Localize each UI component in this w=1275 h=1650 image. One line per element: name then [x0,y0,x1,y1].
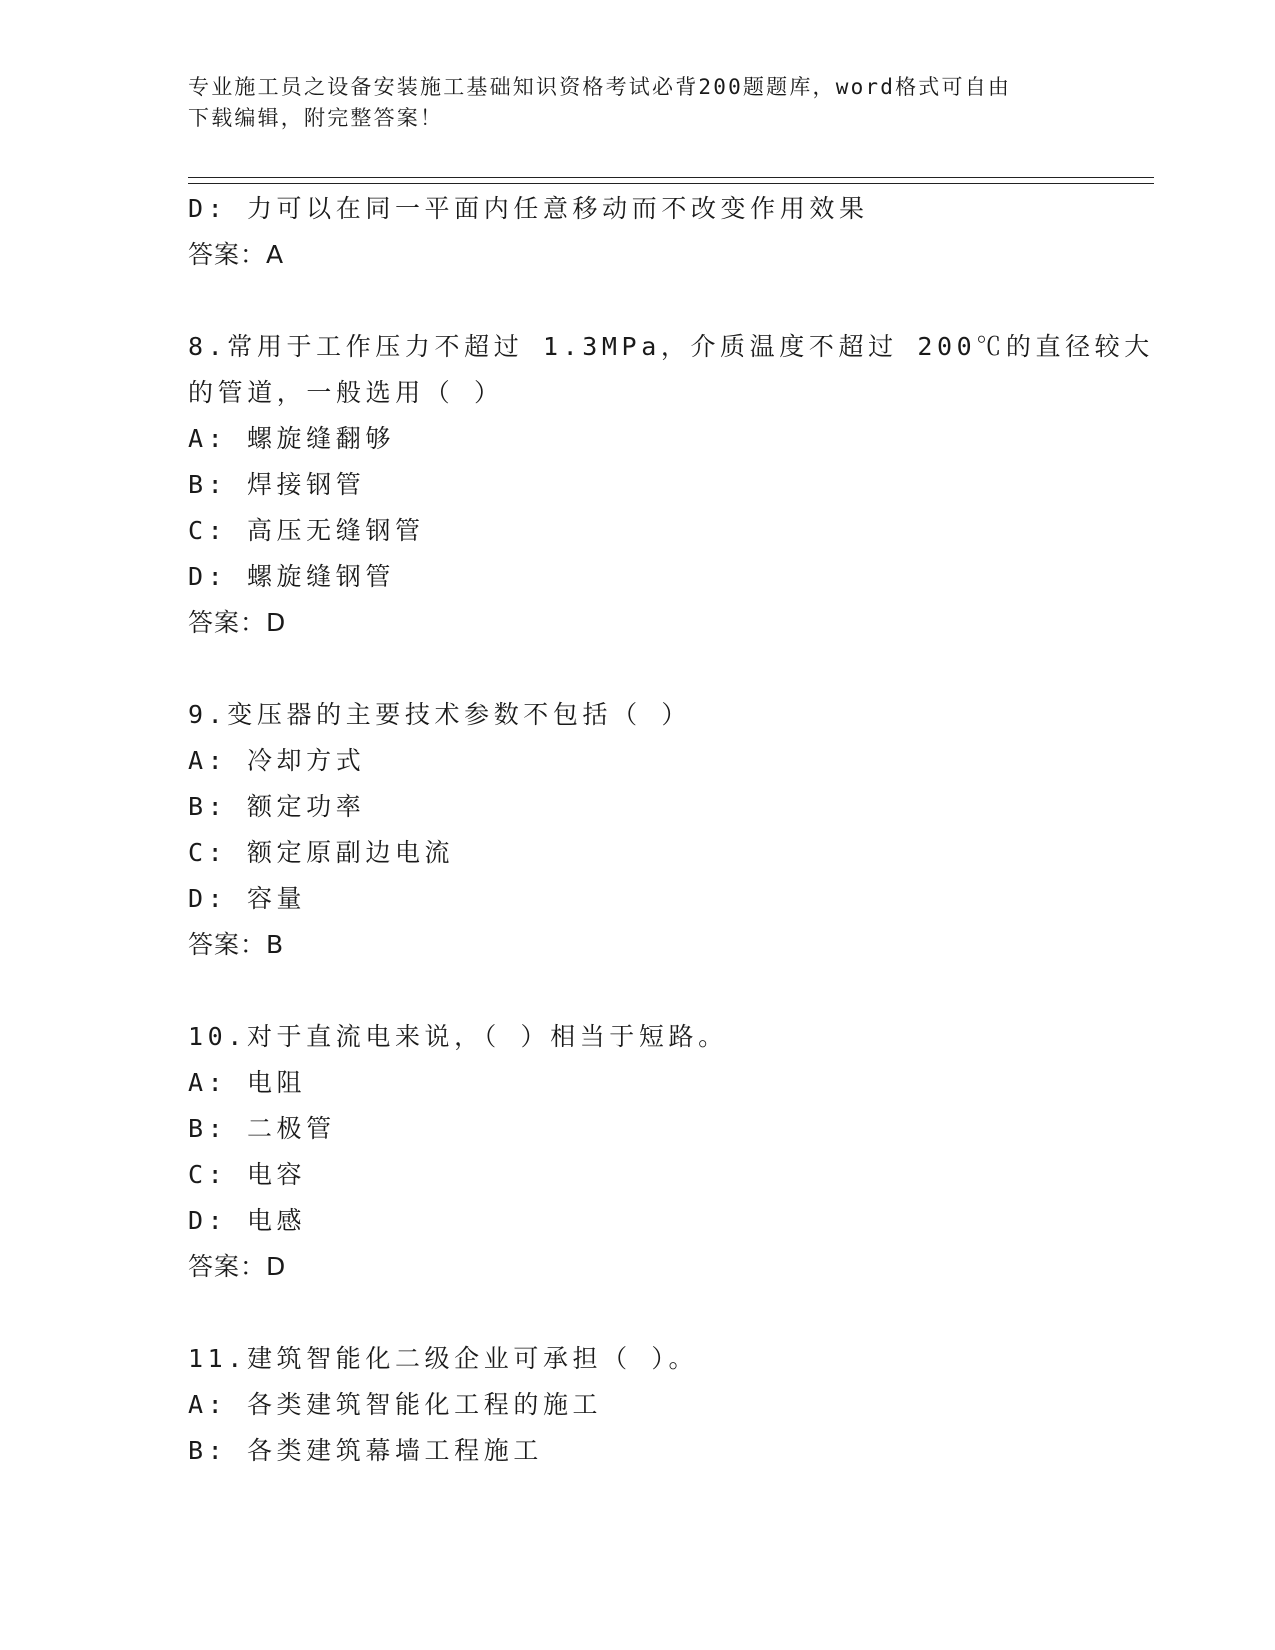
header-rule-top [188,177,1154,178]
question-11 [188,1336,1148,1474]
option-b: B: 各类建筑幕墙工程施工 [188,1436,543,1465]
header-rule-bottom [188,183,1154,184]
spacer [188,278,1148,324]
answer-line: 答案：D [188,608,287,637]
option-c: C: 电容 [188,1160,307,1189]
question-8 [188,324,1154,646]
header-line-2: 下载编辑，附完整答案！ [188,106,444,130]
option-d: D: 容量 [188,884,307,913]
spacer [188,646,1148,692]
option-c: C: 额定原副边电流 [188,838,455,867]
document-header [188,72,1088,134]
option-a: A: 电阻 [188,1068,307,1097]
spacer [188,1290,1148,1336]
option-d: D: 电感 [188,1206,307,1235]
question-stem: 11.建筑智能化二级企业可承担（ ）。 [188,1344,699,1373]
question-9 [188,692,1148,968]
option-b: B: 额定功率 [188,792,366,821]
question-stem: 的管道，一般选用（ ） [188,378,504,407]
question-stem: 8.常用于工作压力不超过 1.3MPa，介质温度不超过 200℃的直径较大 [188,332,1154,361]
option-a: A: 各类建筑智能化工程的施工 [188,1390,603,1419]
spacer [188,968,1148,1014]
question-stem: 10.对于直流电来说，（ ）相当于短路。 [188,1022,728,1051]
question-content [188,186,1154,1474]
header-line-1: 专业施工员之设备安装施工基础知识资格考试必背200题题库，word格式可自由 [188,75,1012,99]
option-a: A: 螺旋缝翻够 [188,424,395,453]
option-d: D: 螺旋缝钢管 [188,562,395,591]
option-c: C: 高压无缝钢管 [188,516,425,545]
question-stem: 9.变压器的主要技术参数不包括（ ） [188,700,691,729]
option-b: B: 二极管 [188,1114,336,1143]
answer-line: 答案：B [188,930,285,959]
answer-line: 答案：A [188,240,285,269]
question-10 [188,1014,1148,1290]
option-a: A: 冷却方式 [188,746,366,775]
option-d: D: 力可以在同一平面内任意移动而不改变作用效果 [188,194,869,223]
answer-line: 答案：D [188,1252,287,1281]
option-b: B: 焊接钢管 [188,470,366,499]
